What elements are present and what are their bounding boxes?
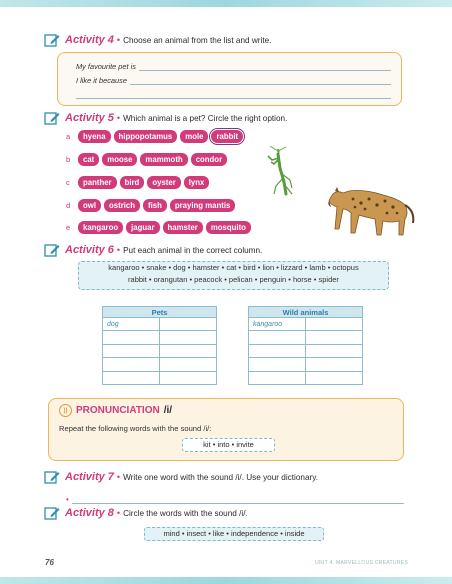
unit-footer: UNIT 4. MARVELLOUS CREATURES — [315, 560, 408, 566]
bullet: • — [116, 113, 121, 123]
activity-title: Activity 7 — [65, 471, 114, 483]
bullet: • — [116, 35, 121, 45]
animal-option[interactable]: lynx — [184, 176, 210, 189]
activity-title: Activity 8 — [65, 507, 114, 519]
animal-option[interactable]: cat — [78, 153, 99, 166]
animal-option[interactable]: hamster — [163, 221, 203, 234]
word-bank-line: kangaroo • snake • dog • hamster • cat • bird • lion • lizzard • lamb • octopus — [108, 263, 359, 272]
table-cell[interactable]: dog — [103, 318, 160, 331]
option-row — [66, 221, 254, 234]
activity-title: Activity 5 — [65, 112, 114, 124]
option-row — [66, 153, 230, 166]
answer-line-label: I like it because — [76, 76, 127, 85]
table-cell[interactable] — [249, 358, 306, 371]
pronunciation-words: kit • into • invite — [182, 438, 275, 452]
pets-header: Pets — [103, 307, 217, 318]
table-cell[interactable] — [103, 358, 160, 371]
answer-line[interactable] — [76, 73, 391, 85]
animal-option[interactable]: kangaroo — [78, 221, 123, 234]
animal-option[interactable]: panther — [78, 176, 117, 189]
answer-line[interactable] — [76, 87, 391, 99]
option-row — [66, 130, 246, 143]
hyena-illustration — [325, 183, 420, 241]
table-cell[interactable] — [249, 331, 306, 344]
activity-instruction: Put each animal in the correct column. — [123, 245, 263, 255]
animal-option[interactable]: mosquito — [206, 221, 251, 234]
animal-option[interactable]: condor — [191, 153, 227, 166]
pronunciation-title: PRONUNCIATION — [76, 405, 160, 416]
option-letter: e — [66, 222, 71, 232]
wild-header: Wild animals — [249, 307, 363, 318]
table-cell[interactable] — [160, 371, 217, 384]
activity-title: Activity 6 — [65, 244, 114, 256]
table-cell[interactable] — [306, 331, 363, 344]
word-bank-line: rabbit • orangutan • peacock • pelican • penguin • horse • spider — [128, 274, 339, 284]
table-cell[interactable]: kangaroo — [249, 318, 306, 331]
pencil-notebook-icon — [44, 243, 60, 257]
answer-blank[interactable] — [139, 64, 391, 71]
option-letter: b — [66, 154, 71, 164]
animal-option[interactable]: praying mantis — [170, 199, 235, 212]
animal-option[interactable]: mole — [180, 130, 208, 143]
pencil-notebook-icon — [44, 506, 60, 520]
table-cell[interactable] — [249, 344, 306, 357]
activity-6-word-bank — [78, 261, 389, 290]
bullet: • — [116, 508, 121, 518]
animal-option[interactable]: oyster — [147, 176, 180, 189]
animal-option[interactable]: moose — [102, 153, 137, 166]
activity-8-heading — [44, 506, 248, 520]
table-cell[interactable] — [306, 318, 363, 331]
table-cell[interactable] — [306, 371, 363, 384]
table-cell[interactable] — [103, 344, 160, 357]
animal-option[interactable]: owl — [78, 199, 101, 212]
activity-5-heading — [44, 111, 287, 125]
answer-blank[interactable] — [76, 92, 391, 99]
option-row — [66, 199, 238, 212]
animal-option[interactable]: mammoth — [140, 153, 187, 166]
activity-7-heading — [44, 470, 318, 484]
table-cell[interactable] — [160, 358, 217, 371]
top-decoration-bar — [0, 0, 452, 7]
pronunciation-instruction: Repeat the following words with the sound /i/: — [59, 424, 212, 433]
bottom-decoration-bar — [0, 577, 452, 584]
praying-mantis-illustration — [262, 146, 296, 198]
activity-8-words[interactable]: mind • insect • like • independence • inside — [144, 527, 324, 541]
table-cell[interactable] — [103, 371, 160, 384]
bullet: • — [116, 245, 121, 255]
table-cell[interactable] — [306, 344, 363, 357]
pronunciation-box — [48, 398, 404, 461]
activity-4-heading — [44, 33, 271, 47]
audio-icon[interactable]: )) — [59, 404, 72, 417]
table-cell[interactable] — [160, 344, 217, 357]
bullet: • — [66, 495, 69, 504]
activity-instruction: Write one word with the sound /i/. Use your dictionary. — [123, 472, 318, 482]
activity-instruction: Which animal is a pet? Circle the right option. — [123, 113, 288, 123]
page-number: 76 — [45, 558, 54, 567]
pets-table — [102, 306, 217, 385]
activity-instruction: Circle the words with the sound /i/. — [123, 508, 248, 518]
answer-blank[interactable] — [72, 498, 404, 504]
animal-option[interactable]: fish — [143, 199, 167, 212]
answer-line-label: My favourite pet is — [76, 62, 136, 71]
bullet: • — [116, 472, 121, 482]
activity-6-heading — [44, 243, 262, 257]
animal-option[interactable]: rabbit — [211, 130, 243, 143]
table-cell[interactable] — [160, 318, 217, 331]
pronunciation-heading — [59, 404, 172, 417]
animal-option[interactable]: jaguar — [126, 221, 159, 234]
activity-4-answer-box — [57, 52, 402, 106]
pronunciation-symbol: /i/ — [163, 405, 173, 416]
table-cell[interactable] — [160, 331, 217, 344]
table-cell[interactable] — [103, 331, 160, 344]
animal-option[interactable]: bird — [120, 176, 145, 189]
pencil-notebook-icon — [44, 470, 60, 484]
wild-animals-table — [248, 306, 363, 385]
answer-blank[interactable] — [130, 78, 391, 85]
animal-option[interactable]: ostrich — [104, 199, 140, 212]
option-letter: d — [66, 200, 71, 210]
table-cell[interactable] — [306, 358, 363, 371]
activity-instruction: Choose an animal from the list and write. — [123, 35, 272, 45]
activity-title: Activity 4 — [65, 34, 114, 46]
table-cell[interactable] — [249, 371, 306, 384]
animal-option[interactable]: hyena — [78, 130, 111, 143]
answer-line[interactable] — [76, 59, 391, 71]
option-letter: c — [66, 177, 70, 187]
pencil-notebook-icon — [44, 33, 60, 47]
option-row — [66, 176, 212, 189]
option-letter: a — [66, 131, 71, 141]
activity-7-answer-line[interactable] — [66, 495, 404, 504]
pencil-notebook-icon — [44, 111, 60, 125]
animal-option[interactable]: hippopotamus — [114, 130, 178, 143]
